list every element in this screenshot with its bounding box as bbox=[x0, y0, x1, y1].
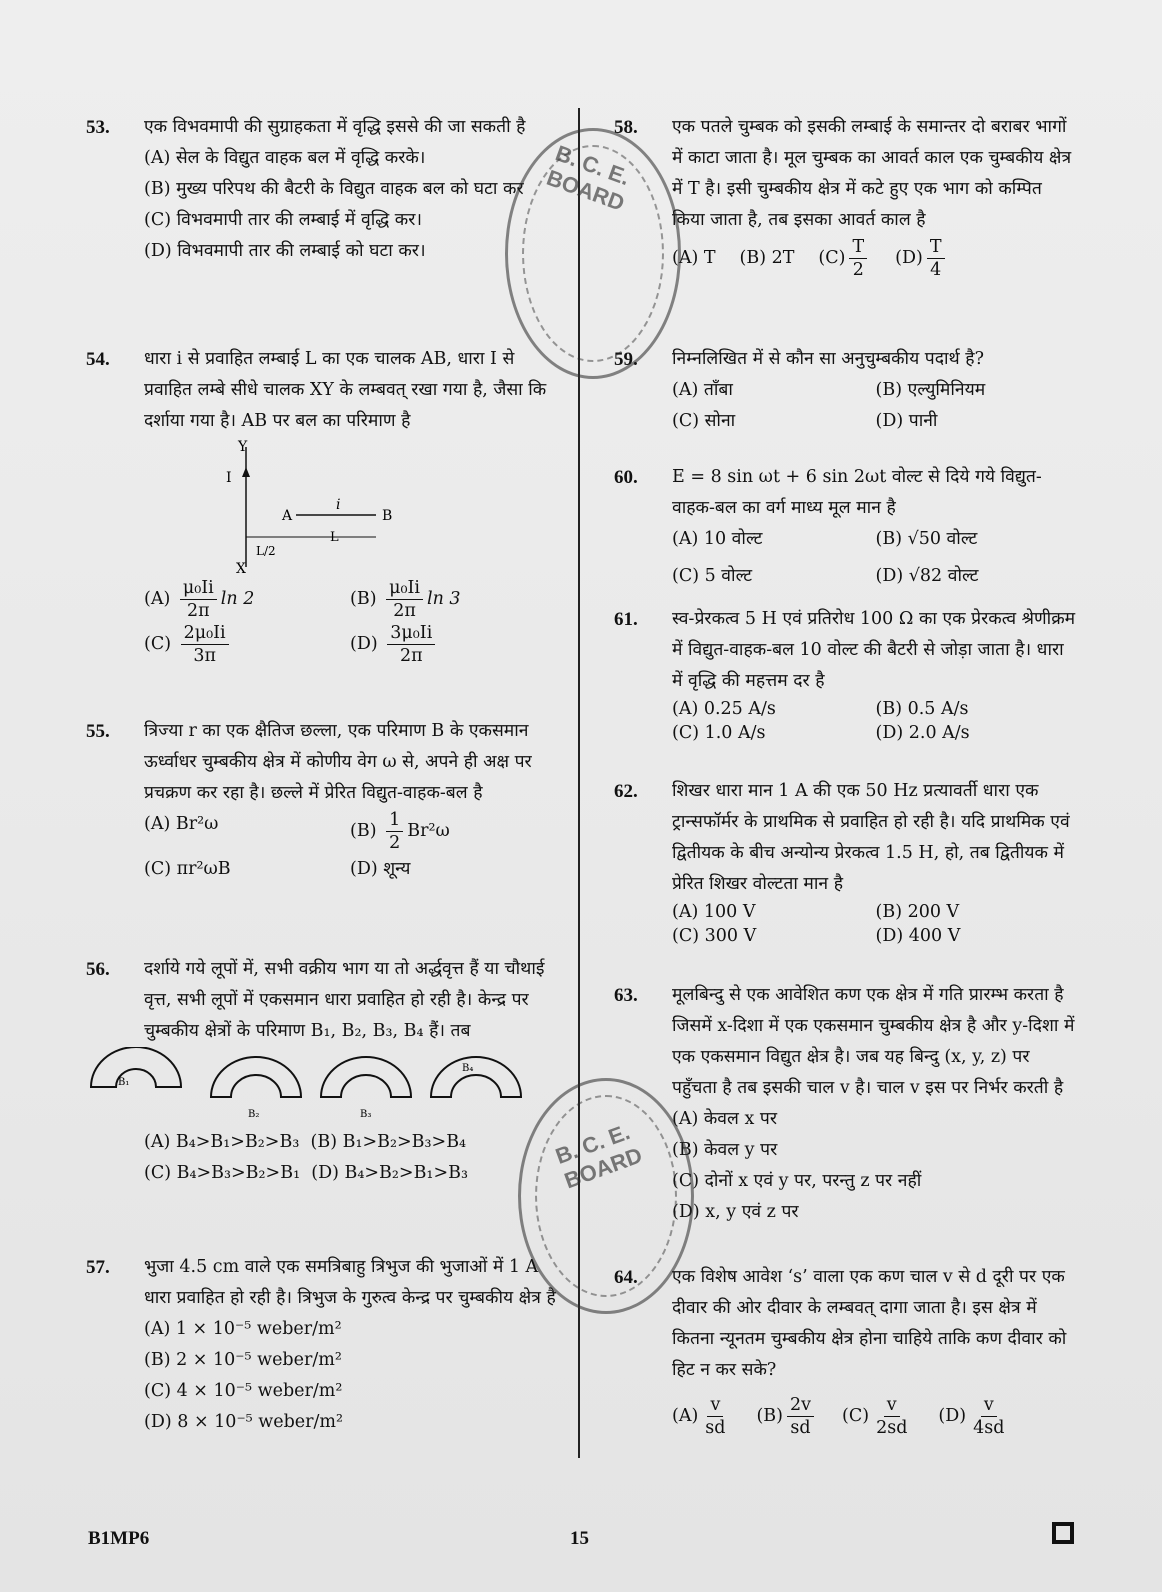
option-c: (C) πr²ωB bbox=[144, 859, 231, 879]
fraction: $\frac{\text{3μ₀Ii}}{2\pi}$ bbox=[387, 622, 435, 667]
option-a: (A) ताँबा bbox=[672, 380, 733, 400]
board-stamp-top bbox=[505, 128, 681, 379]
option-c: (C) 4 × 10⁻⁵ weber/m² bbox=[144, 1381, 343, 1401]
options bbox=[672, 1394, 1079, 1439]
loops-diagram bbox=[86, 1047, 546, 1127]
question-number: 53. bbox=[86, 117, 110, 138]
option-b: (B) 2T bbox=[739, 248, 795, 268]
question-text: मूलबिन्दु से एक आवेशित कण एक क्षेत्र में गति प्रारम्भ करता है जिसमें x-दिशा में एक एकसमान चुम्बकीय क्षेत्र है और y-दिशा में एक एकसमान विद्युत क्षेत्र है। जब यह बिन्दु (x, y, z) पर पहुँचता है तब इसकी चाल v है। चाल v इस पर निर्भर करती है bbox=[672, 985, 1075, 1098]
question-number: 54. bbox=[86, 349, 110, 370]
option-d: (D) 2.0 A/s bbox=[875, 723, 970, 743]
label-l: L bbox=[330, 530, 339, 545]
arrow-up-icon bbox=[242, 467, 250, 477]
question-64 bbox=[614, 1262, 1079, 1439]
options bbox=[144, 809, 556, 885]
option-c: (C) $\frac{v}{2sd}$ bbox=[842, 1395, 908, 1438]
loop-4 bbox=[431, 1057, 521, 1097]
options bbox=[672, 524, 1079, 592]
loop-1 bbox=[91, 1047, 181, 1088]
option-c: (C) दोनों x एवं y पर, परन्तु z पर नहीं bbox=[672, 1171, 922, 1191]
option-a: (A) $\frac{\text{μ₀Ii}}{2\pi}$ ln 2 bbox=[144, 578, 255, 621]
option-a: (A) सेल के विद्युत वाहक बल में वृद्धि करके। bbox=[144, 148, 426, 168]
option-c: (C) 5 वोल्ट bbox=[672, 566, 753, 586]
question-54 bbox=[86, 344, 556, 667]
question-text: भुजा 4.5 cm वाले एक समत्रिबाहु त्रिभुज की भुजाओं में 1 A धारा प्रवाहित हो रही है। त्रिभुज के गुरुत्व केन्द्र पर चुम्बकीय क्षेत्र है bbox=[144, 1257, 556, 1308]
fraction: $\frac{\text{μ₀Ii}}{2\pi}$ bbox=[180, 577, 217, 622]
fraction: $\frac{\text{μ₀Ii}}{2\pi}$ bbox=[386, 577, 423, 622]
conductor-diagram bbox=[186, 437, 486, 577]
option-b: (B) 2 × 10⁻⁵ weber/m² bbox=[144, 1350, 342, 1370]
option-b: (B) एल्युमिनियम bbox=[875, 380, 986, 400]
page-number: 15 bbox=[570, 1528, 589, 1549]
option-d: (D) शून्य bbox=[350, 859, 411, 879]
question-53 bbox=[86, 112, 556, 267]
question-60 bbox=[614, 462, 1079, 592]
option-a: (A) T bbox=[672, 248, 716, 268]
question-number: 56. bbox=[86, 959, 110, 980]
question-57 bbox=[86, 1252, 556, 1438]
label-b: B bbox=[382, 508, 393, 524]
question-59 bbox=[614, 344, 1079, 437]
svg-text:B₃: B₃ bbox=[360, 1109, 372, 1120]
question-text: धारा i से प्रवाहित लम्बाई L का एक चालक AB, धारा I से प्रवाहित लम्बे सीधे चालक XY के लम्बवत् रखा गया है, जैसा कि दर्शाया गया है। AB पर बल का परिमाण है bbox=[144, 349, 547, 431]
option-b: (B) √50 वोल्ट bbox=[875, 529, 978, 549]
option-d: (D) √82 वोल्ट bbox=[875, 566, 979, 586]
option-c: (C) B₄>B₃>B₂>B₁ (D) B₄>B₂>B₁>B₃ bbox=[144, 1163, 468, 1183]
label-y: Y bbox=[238, 439, 248, 455]
question-text: एक विशेष आवेश ‘s’ वाला एक कण चाल v से d दूरी पर एक दीवार की ओर दीवार के लम्बवत् दागा जाता है। इस क्षेत्र में कितना न्यूनतम चुम्बकीय क्षेत्र होना चाहिये ताकि कण दीवार को हिट न कर सके? bbox=[672, 1267, 1067, 1380]
svg-text:B₂: B₂ bbox=[248, 1109, 260, 1120]
option-d: (D) पानी bbox=[875, 411, 938, 431]
board-stamp-bottom bbox=[518, 1078, 694, 1314]
question-55 bbox=[86, 716, 556, 885]
option-a: (A) 0.25 A/s bbox=[672, 699, 776, 719]
option-c: (C) 1.0 A/s bbox=[672, 723, 766, 743]
options bbox=[672, 697, 1079, 745]
question-number: 61. bbox=[614, 609, 638, 630]
square-marker-icon bbox=[1052, 1522, 1074, 1544]
options bbox=[144, 577, 556, 667]
option-b: (B) मुख्य परिपथ की बैटरी के विद्युत वाहक बल को घटा कर bbox=[144, 179, 524, 199]
svg-text:B₁: B₁ bbox=[118, 1077, 130, 1088]
option-d: (D) विभवमापी तार की लम्बाई को घटा कर। bbox=[144, 241, 426, 261]
question-number: 62. bbox=[614, 781, 638, 802]
question-text: दर्शाये गये लूपों में, सभी वक्रीय भाग या तो अर्द्धवृत्त हैं या चौथाई वृत्त, सभी लूपों में एकसमान धारा प्रवाहित हो रही है। केन्द्र पर चुम्बकीय क्षेत्रों के परिमाण B₁, B₂, B₃, B₄ हैं। तब bbox=[144, 959, 545, 1041]
question-text: E = 8 sin ωt + 6 sin 2ωt वोल्ट से दिये गये विद्युत-वाहक-बल का वर्ग माध्य मूल मान है bbox=[672, 467, 1042, 518]
question-58 bbox=[614, 112, 1079, 281]
options bbox=[672, 900, 1079, 948]
stamp-label: B. C. E. BOARD bbox=[543, 140, 634, 216]
question-text: शिखर धारा मान 1 A की एक 50 Hz प्रत्यावर्ती धारा एक ट्रान्सफॉर्मर के प्राथमिक से प्रवाहित हो रही है। यदि प्राथमिक एवं द्वितीयक के बीच अन्योन्य प्रेरकत्व 1.5 H, हो, तब द्वितीयक में प्रेरित शिखर वोल्टता मान है bbox=[672, 781, 1070, 894]
booklet-code: B1MP6 bbox=[88, 1528, 150, 1549]
question-number: 64. bbox=[614, 1267, 638, 1288]
question-text: स्व-प्रेरकत्व 5 H एवं प्रतिरोध 100 Ω का एक प्रेरकत्व श्रेणीक्रम में विद्युत-वाहक-बल 10 वोल्ट की बैटरी से जोड़ा जाता है। धारा में वृद्धि की महत्तम दर है bbox=[672, 609, 1076, 691]
option-d: (D) $\frac{v}{4sd}$ bbox=[938, 1395, 1005, 1438]
question-61 bbox=[614, 604, 1079, 745]
option-a: (A) $\frac{v}{sd}$ bbox=[672, 1395, 726, 1438]
option-d: (D) 8 × 10⁻⁵ weber/m² bbox=[144, 1412, 344, 1432]
option-a: (A) केवल x पर bbox=[672, 1109, 777, 1129]
question-text: निम्नलिखित में से कौन सा अनुचुम्बकीय पदार्थ है? bbox=[672, 349, 984, 369]
option-b: (B) $\frac{2v}{sd}$ bbox=[756, 1394, 818, 1439]
question-number: 55. bbox=[86, 721, 110, 742]
option-c: (C) 300 V bbox=[672, 926, 757, 946]
option-b: (B) 0.5 A/s bbox=[875, 699, 969, 719]
question-number: 63. bbox=[614, 985, 638, 1006]
option-c: (C) $\frac{T}{2}$ bbox=[818, 236, 871, 281]
option-c: (C) सोना bbox=[672, 411, 736, 431]
question-56 bbox=[86, 954, 556, 1189]
question-62 bbox=[614, 776, 1079, 948]
question-number: 59. bbox=[614, 349, 638, 370]
option-a: (A) B₄>B₁>B₂>B₃ (B) B₁>B₂>B₃>B₄ bbox=[144, 1132, 467, 1152]
fraction: $\frac{\text{2μ₀Ii}}{3\pi}$ bbox=[181, 622, 229, 667]
option-d: (D) 400 V bbox=[875, 926, 961, 946]
question-number: 57. bbox=[86, 1257, 110, 1278]
option-c: (C) विभवमापी तार की लम्बाई में वृद्धि कर। bbox=[144, 210, 422, 230]
svg-text:B₄: B₄ bbox=[462, 1063, 474, 1074]
option-d: (D) x, y एवं z पर bbox=[672, 1202, 799, 1222]
option-b: (B) $\frac{\text{μ₀Ii}}{2\pi}$ ln 3 bbox=[350, 578, 461, 621]
options bbox=[672, 375, 1079, 437]
option-a: (A) 1 × 10⁻⁵ weber/m² bbox=[144, 1319, 342, 1339]
question-number: 58. bbox=[614, 117, 638, 138]
option-d: (D) $\frac{\text{3μ₀Ii}}{2\pi}$ bbox=[350, 622, 556, 667]
fraction: $\frac{1}{2}$ bbox=[386, 809, 403, 854]
label-l2: L/2 bbox=[256, 544, 276, 558]
option-a: (A) 100 V bbox=[672, 902, 756, 922]
options bbox=[672, 236, 1079, 281]
option-a: (A) Br²ω bbox=[144, 814, 219, 834]
question-number: 60. bbox=[614, 467, 638, 488]
option-d: (D) $\frac{T}{4}$ bbox=[895, 236, 948, 281]
label-current-small: i bbox=[336, 497, 341, 513]
label-a: A bbox=[282, 508, 293, 524]
option-b: (B) $\frac{1}{2}$ Br²ω bbox=[350, 810, 450, 853]
question-text: त्रिज्या r का एक क्षैतिज छल्ला, एक परिमाण B के एकसमान ऊर्ध्वाधर चुम्बकीय क्षेत्र में कोणीय वेग ω से, अपने ही अक्ष पर प्रचक्रण कर रहा है। छल्ले में प्रेरित विद्युत-वाहक-बल है bbox=[144, 721, 532, 803]
option-b: (B) केवल y पर bbox=[672, 1140, 778, 1160]
question-text: एक विभवमापी की सुग्राहकता में वृद्धि इससे की जा सकती है bbox=[144, 117, 526, 137]
loop-2 bbox=[211, 1057, 301, 1120]
option-b: (B) 200 V bbox=[875, 902, 960, 922]
label-current-big: I bbox=[226, 470, 232, 486]
option-c: (C) $\frac{\text{2μ₀Ii}}{3\pi}$ bbox=[144, 622, 350, 667]
option-a: (A) 10 वोल्ट bbox=[672, 529, 763, 549]
question-text: एक पतले चुम्बक को इसकी लम्बाई के समान्तर दो बराबर भागों में काटा जाता है। मूल चुम्बक का आवर्त काल एक चुम्बकीय क्षेत्र में T है। इसी चुम्बकीय क्षेत्र में कटे हुए एक भाग को कम्पित किया जाता है, तब इसका आवर्त काल है bbox=[672, 117, 1072, 230]
stamp-label: B. C. E. BOARD bbox=[552, 1119, 646, 1194]
loop-3 bbox=[321, 1057, 411, 1120]
label-x: X bbox=[236, 561, 246, 577]
